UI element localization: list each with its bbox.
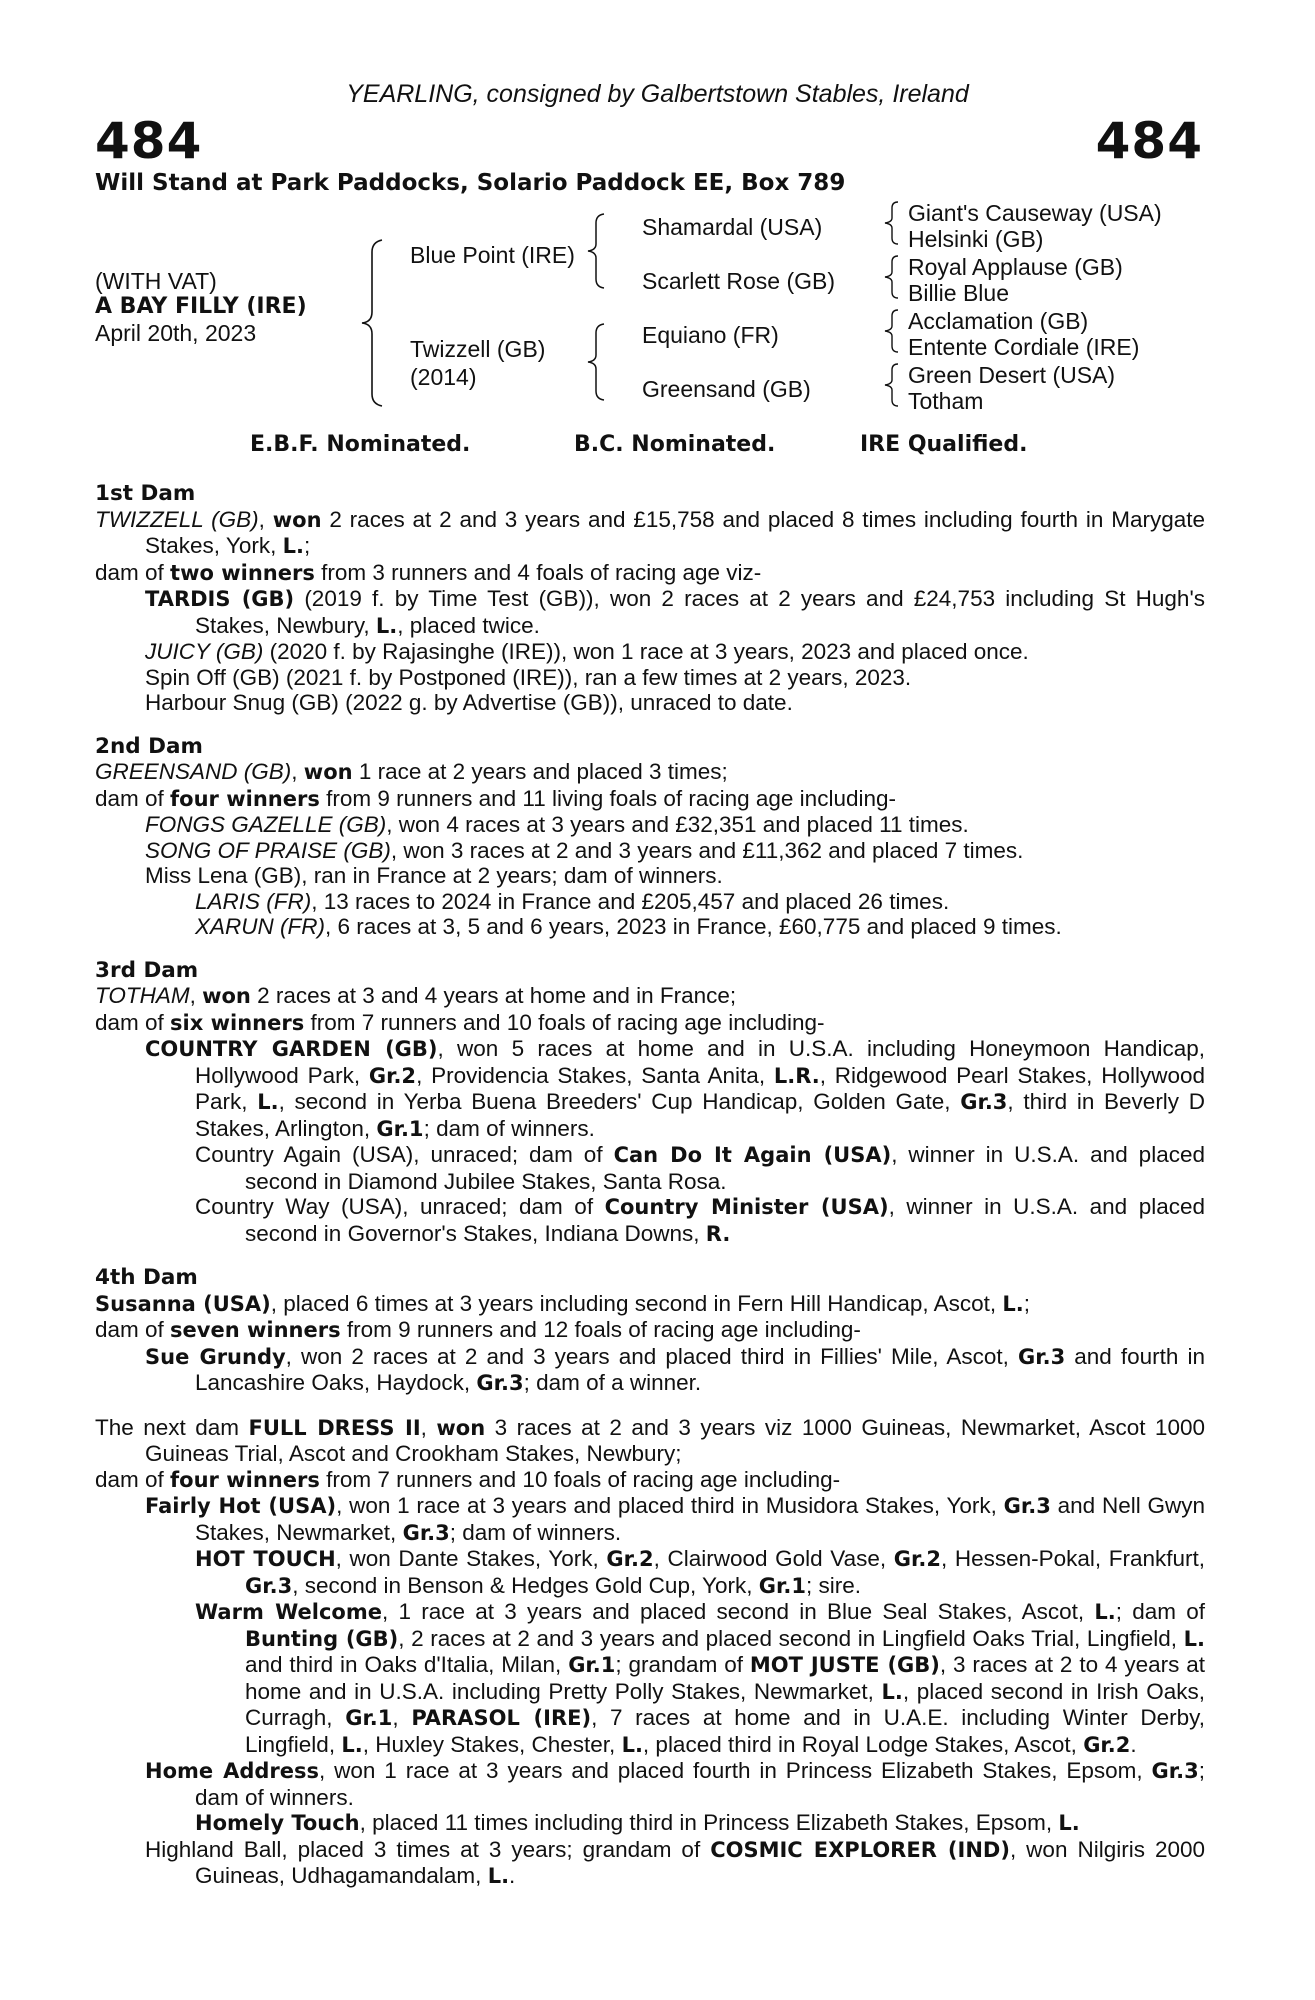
produce-record — [95, 481, 1205, 1890]
produce-entry — [95, 1758, 1205, 1810]
great-granddam-4: Totham — [908, 388, 984, 414]
produce-entry — [95, 1546, 1205, 1599]
produce-entry — [95, 1291, 1205, 1318]
italic-text: XARUN (FR) — [195, 914, 325, 939]
great-grandsire-2: Royal Applause (GB) — [908, 254, 1123, 280]
text-run: , — [189, 983, 203, 1008]
produce-entry — [95, 1142, 1205, 1194]
text-run: ; — [303, 533, 311, 558]
bold-text: Gr.3 — [402, 1520, 450, 1545]
text-run: ; dam of winners. — [449, 1519, 622, 1545]
sire: Blue Point (IRE) — [410, 242, 575, 268]
bold-text: Sue Grundy — [145, 1344, 286, 1369]
produce-entry — [95, 1344, 1205, 1397]
bold-text: COUNTRY GARDEN (GB) — [145, 1037, 438, 1061]
sire-of-sire: Shamardal (USA) — [642, 214, 823, 240]
text-run: Country Again (USA), unraced; dam of — [195, 1142, 614, 1167]
produce-entry — [95, 812, 1205, 838]
text-run: , won Nilgiris 2000 Guineas, Udhagamandalam, — [195, 1836, 1205, 1888]
italic-text: TOTHAM — [95, 983, 190, 1008]
bold-text: Gr.1 — [376, 1116, 424, 1141]
text-run: , won 1 race at 3 years and placed fourth in Princess Elizabeth Stakes, Epsom, — [319, 1758, 1152, 1783]
italic-text: SONG OF PRAISE (GB) — [145, 837, 391, 863]
produce-entry — [95, 1837, 1205, 1890]
bold-text: six winners — [170, 1010, 305, 1035]
great-grandsire-1: Giant's Causeway (USA) — [908, 200, 1162, 226]
dam-line-brace — [580, 322, 610, 402]
ebf-nomination: E.B.F. Nominated. — [250, 432, 471, 457]
dam: Twizzell (GB) — [410, 336, 546, 362]
bold-text: Gr.3 — [960, 1090, 1008, 1114]
text-run: , won Dante Stakes, York, — [335, 1546, 607, 1571]
bold-text: Bunting (GB) — [245, 1626, 399, 1651]
bold-text: Gr.1 — [758, 1573, 806, 1598]
produce-entry — [95, 759, 1205, 786]
produce-entry — [95, 1467, 1205, 1494]
produce-entry — [95, 889, 1205, 915]
bold-text: L. — [282, 534, 304, 558]
text-run: dam of — [95, 785, 171, 811]
bc-nomination: B.C. Nominated. — [574, 432, 776, 457]
bold-text: Gr.2 — [1083, 1732, 1131, 1757]
brace-g2 — [878, 254, 904, 300]
bold-text: L. — [1094, 1600, 1116, 1624]
bold-text: Gr.3 — [476, 1371, 524, 1395]
italic-text: LARIS (FR) — [195, 888, 312, 914]
bold-text: L. — [375, 613, 398, 638]
bold-text: Home Address — [145, 1759, 319, 1783]
text-run: , Clairwood Gold Vase, — [653, 1546, 894, 1571]
bold-text: two winners — [170, 560, 315, 585]
bold-text: Country Minister (USA) — [604, 1195, 889, 1219]
lot-number-left: 484 — [95, 112, 203, 170]
bold-text: Susanna (USA) — [95, 1291, 271, 1316]
bold-text: Gr.3 — [1003, 1494, 1051, 1518]
text-run: Country Way (USA), unraced; dam of — [195, 1194, 605, 1219]
text-run: , — [291, 759, 304, 784]
text-run: , 3 races at 2 to 4 years at home and in U.S.A. including Pretty Polly Stakes, Newmarket, — [245, 1652, 1206, 1704]
text-run: , Ridgewood Pearl Stakes, Hollywood Park, — [195, 1062, 1206, 1114]
bold-text: COSMIC EXPLORER (IND) — [710, 1837, 1010, 1862]
text-run: ; dam of a winner. — [523, 1370, 702, 1395]
text-run: , placed twice. — [397, 612, 540, 638]
consignment-line: YEARLING, consigned by Galbertstown Stables, Ireland — [346, 80, 969, 108]
bold-text: Gr.3 — [1018, 1344, 1066, 1369]
pedigree-brace — [360, 238, 396, 408]
bold-text: L. — [621, 1732, 643, 1757]
text-run: ; dam of — [1115, 1599, 1205, 1624]
produce-entry — [95, 1194, 1205, 1247]
bold-text: TARDIS (GB) — [145, 587, 295, 611]
text-run: , — [392, 1705, 412, 1730]
text-run: , Providencia Stakes, Santa Anita, — [416, 1062, 774, 1088]
bold-text: Gr.3 — [245, 1573, 293, 1598]
horse-name: A BAY FILLY (IRE) — [95, 294, 307, 319]
stabling-location: Will Stand at Park Paddocks, Solario Paddock EE, Box 789 — [95, 170, 846, 196]
bold-text: R. — [705, 1221, 731, 1246]
text-run: , third in Beverly D Stakes, Arlington, — [195, 1089, 1205, 1141]
text-run: 2 races at 2 and 3 years and £15,758 and placed 8 times including fourth in Marygate Stakes, York, — [145, 506, 1205, 558]
dam-of-sire: Scarlett Rose (GB) — [642, 268, 835, 294]
text-run: from 7 runners and 10 foals of racing age including- — [319, 1466, 841, 1492]
text-run: from 3 runners and 4 foals of racing age viz- — [314, 559, 762, 585]
great-granddam-1: Helsinki (GB) — [908, 226, 1044, 252]
produce-entry — [95, 690, 1205, 716]
text-run: ; dam of winners. — [423, 1115, 595, 1141]
text-run: , — [258, 506, 273, 532]
text-run: 3 races at 2 and 3 years viz 1000 Guineas, Newmarket, Ascot 1000 Guineas Trial, Ascot and Crookham Stakes, Newbury; — [145, 1414, 1205, 1466]
bold-text: won — [272, 507, 322, 532]
text-run: and Nell Gwyn Stakes, Newmarket, — [195, 1493, 1205, 1545]
dam-heading: 2nd Dam — [95, 733, 203, 759]
text-run: 1 race at 2 years and placed 3 times; — [352, 759, 728, 784]
produce-entry — [95, 863, 1205, 889]
dam-heading: 1st Dam — [95, 481, 196, 506]
bold-text: L.R. — [773, 1063, 820, 1088]
brace-g3 — [878, 308, 904, 354]
text-run: , Huxley Stakes, Chester, — [362, 1731, 622, 1757]
text-run: ; sire. — [805, 1572, 861, 1598]
bold-text: FULL DRESS II — [248, 1415, 421, 1440]
text-run: from 7 runners and 10 foals of racing age including- — [304, 1009, 825, 1035]
text-run: , placed second in Irish Oaks, Curragh, — [245, 1678, 1205, 1730]
bold-text: four winners — [170, 1467, 320, 1492]
text-run: and third in Oaks d'Italia, Milan, — [245, 1652, 569, 1677]
text-run: dam of — [95, 1317, 171, 1342]
bold-text: L. — [257, 1090, 279, 1114]
bold-text: L. — [341, 1732, 363, 1757]
dam-of-dam: Greensand (GB) — [642, 376, 811, 402]
sire-of-dam: Equiano (FR) — [642, 322, 779, 348]
text-run: from 9 runners and 11 living foals of racing age including- — [319, 785, 896, 811]
bold-text: Gr.2 — [893, 1547, 941, 1571]
great-granddam-2: Billie Blue — [908, 280, 1009, 306]
ire-qualified: IRE Qualified. — [860, 432, 1028, 457]
bold-text: seven winners — [170, 1318, 341, 1342]
vat-note: (WITH VAT) — [95, 268, 217, 294]
bold-text: Fairly Hot (USA) — [145, 1494, 337, 1518]
text-run: dam of — [95, 1009, 171, 1035]
text-run: , winner in U.S.A. and placed second in Governor's Stakes, Indiana Downs, — [245, 1194, 1205, 1246]
produce-entry — [95, 1010, 1205, 1037]
text-run: dam of — [95, 1466, 171, 1492]
produce-entry — [95, 1810, 1205, 1837]
bold-text: Gr.2 — [368, 1063, 417, 1088]
great-grandsire-4: Green Desert (USA) — [908, 362, 1116, 388]
produce-entry — [95, 1493, 1205, 1546]
produce-entry — [95, 1317, 1205, 1344]
text-run: , 7 races at home and in U.A.E. including Winter Derby, Lingfield, — [245, 1705, 1205, 1757]
text-run: , placed 6 times at 3 years including second in Fern Hill Handicap, Ascot, — [270, 1290, 1003, 1316]
bold-text: L. — [881, 1679, 903, 1704]
produce-entry — [95, 1415, 1205, 1467]
dam-year: (2014) — [410, 364, 477, 390]
produce-entry — [95, 1599, 1205, 1758]
great-granddam-3: Entente Cordiale (IRE) — [908, 334, 1140, 360]
bold-text: won — [436, 1415, 486, 1440]
bold-text: L. — [1183, 1626, 1205, 1651]
italic-text: JUICY (GB) — [145, 639, 264, 664]
text-run: from 9 runners and 12 foals of racing age including- — [340, 1317, 861, 1342]
produce-entry — [95, 983, 1205, 1010]
brace-g4 — [878, 362, 904, 408]
text-run: , 2 races at 2 and 3 years and placed second in Lingfield Oaks Trial, Lingfield, — [398, 1625, 1184, 1651]
text-run: , second in Yerba Buena Breeders' Cup Handicap, Golden Gate, — [278, 1089, 961, 1114]
italic-text: TWIZZELL (GB) — [95, 506, 259, 532]
text-run: , placed third in Royal Lodge Stakes, Ascot, — [642, 1731, 1084, 1757]
text-run: , 6 races at 3, 5 and 6 years, 2023 in France, £60,775 and placed 9 times. — [325, 914, 1062, 939]
dam-heading: 4th Dam — [95, 1265, 198, 1290]
text-run: , Hessen-Pokal, Frankfurt, — [940, 1546, 1206, 1571]
bold-text: MOT JUSTE (GB) — [749, 1653, 940, 1677]
bold-text: Gr.1 — [345, 1706, 393, 1730]
text-run: Miss Lena (GB), ran in France at 2 years; dam of winners. — [145, 863, 723, 888]
produce-entry — [95, 1036, 1205, 1142]
bold-text: Gr.2 — [606, 1547, 654, 1571]
text-run: , won 5 races at home and in U.S.A. including Honeymoon Handicap, Hollywood Park, — [195, 1036, 1205, 1088]
text-run: , placed 11 times including third in Princess Elizabeth Stakes, Epsom, — [359, 1810, 1059, 1835]
text-run: dam of — [95, 559, 171, 585]
text-run: ; dam of winners. — [195, 1758, 1205, 1810]
produce-entry — [95, 507, 1205, 560]
bold-text: Warm Welcome — [195, 1600, 382, 1624]
bold-text: won — [303, 760, 353, 784]
dam-heading: 3rd Dam — [95, 957, 199, 983]
bold-text: won — [202, 984, 251, 1008]
text-run: ; — [1023, 1290, 1031, 1316]
text-run: , winner in U.S.A. and placed second in Diamond Jubilee Stakes, Santa Rosa. — [245, 1142, 1205, 1194]
bold-text: four winners — [170, 786, 320, 811]
lot-number-right: 484 — [1095, 112, 1203, 170]
italic-text: FONGS GAZELLE (GB) — [145, 812, 387, 837]
text-run: , 13 races to 2024 in France and £205,457 and placed 26 times. — [311, 888, 950, 914]
text-run: (2020 f. by Rajasinghe (IRE)), won 1 race at 3 years, 2023 and placed once. — [263, 639, 1029, 664]
produce-entry — [95, 586, 1205, 639]
produce-entry — [95, 665, 1205, 691]
bold-text: L. — [1002, 1291, 1024, 1316]
bold-text: HOT TOUCH — [195, 1547, 336, 1571]
sire-line-brace — [580, 212, 610, 290]
foaling-date: April 20th, 2023 — [95, 320, 257, 346]
bold-text: PARASOL (IRE) — [411, 1706, 592, 1730]
bold-text: L. — [1058, 1811, 1080, 1835]
bold-text: Gr.3 — [1151, 1759, 1199, 1783]
text-run: Spin Off (GB) (2021 f. by Postponed (IRE)), ran a few times at 2 years, 2023. — [145, 664, 912, 690]
text-run: , won 3 races at 2 and 3 years and £11,362 and placed 7 times. — [390, 837, 1024, 863]
produce-entry — [95, 914, 1205, 940]
text-run: Harbour Snug (GB) (2022 g. by Advertise (GB)), unraced to date. — [145, 690, 793, 715]
text-run: . — [509, 1863, 516, 1888]
bold-text: Can Do It Again (USA) — [613, 1143, 892, 1167]
great-grandsire-3: Acclamation (GB) — [908, 308, 1089, 334]
text-run: (2019 f. by Time Test (GB)), won 2 races at 2 years and £24,753 including St Hugh's Stakes, Newbury, — [195, 586, 1205, 638]
text-run: , won 4 races at 3 years and £32,351 and placed 11 times. — [386, 812, 969, 837]
text-run: , second in Benson & Hedges Gold Cup, York, — [292, 1572, 759, 1598]
text-run: , won 2 races at 2 and 3 years and placed third in Fillies' Mile, Ascot, — [285, 1343, 1018, 1369]
text-run: The next dam — [95, 1414, 249, 1440]
produce-entry — [95, 639, 1205, 665]
produce-entry — [95, 838, 1205, 864]
brace-g1 — [878, 200, 904, 246]
text-run: Highland Ball, placed 3 times at 3 years; grandam of — [145, 1836, 711, 1862]
text-run: ; grandam of — [615, 1652, 750, 1677]
produce-entry — [95, 786, 1205, 813]
bold-text: Gr.1 — [568, 1653, 616, 1677]
text-run: , 1 race at 3 years and placed second in Blue Seal Stakes, Ascot, — [381, 1599, 1095, 1624]
text-run: . — [1130, 1731, 1137, 1757]
text-run: and fourth in Lancashire Oaks, Haydock, — [195, 1343, 1206, 1395]
text-run: , won 1 race at 3 years and placed third in Musidora Stakes, York, — [336, 1493, 1004, 1518]
text-run: , — [420, 1414, 437, 1440]
italic-text: GREENSAND (GB) — [95, 759, 292, 784]
bold-text: L. — [487, 1864, 510, 1888]
bold-text: Homely Touch — [195, 1811, 360, 1835]
produce-entry — [95, 560, 1205, 587]
text-run: 2 races at 3 and 4 years at home and in France; — [250, 983, 737, 1008]
